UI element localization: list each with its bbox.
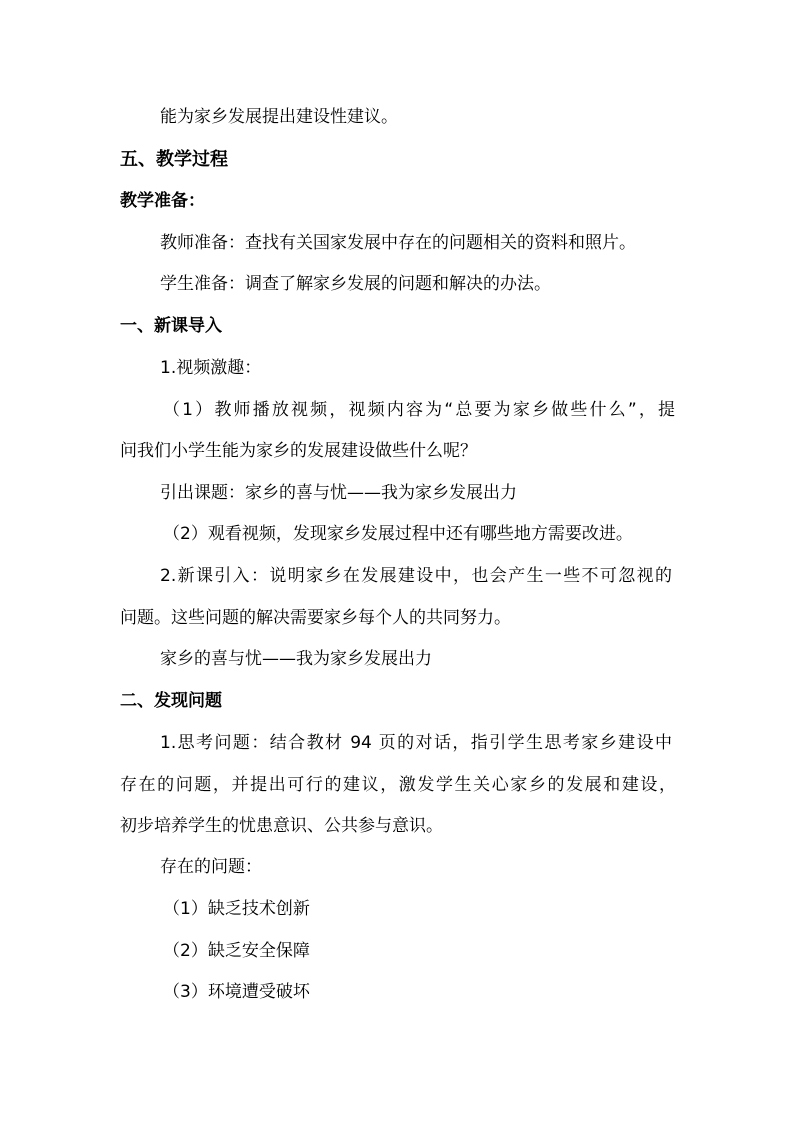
section-heading-two: 二、发现问题	[120, 691, 222, 711]
video-step-2-line: （2）观看视频，发现家乡发展过程中还有哪些地方需要改进。	[163, 524, 633, 544]
subheading-teaching-prep: 教学准备：	[120, 191, 205, 211]
video-step-1-line-2: 问我们小学生能为家乡的发展建设做些什么呢？	[120, 441, 477, 461]
new-lesson-line-2: 问题。这些问题的解决需要家乡每个人的共同努力。	[120, 608, 511, 628]
section-heading-one: 一、新课导入	[120, 316, 222, 336]
think-line-1: 1.思考问题：结合教材 94 页的对话，指引学生思考家乡建设中	[160, 733, 672, 753]
problems-title: 存在的问题：	[160, 857, 262, 877]
problem-item-2: （2）缺乏安全保障	[163, 941, 310, 961]
topic-repeat-line: 家乡的喜与忧——我为家乡发展出力	[160, 649, 432, 669]
video-step-1-line-1: （1）教师播放视频，视频内容为“总要为家乡做些什么”，提	[163, 400, 675, 420]
problem-item-3: （3）环境遭受破坏	[163, 982, 310, 1002]
topic-intro-line: 引出课题：家乡的喜与忧——我为家乡发展出力	[160, 483, 517, 503]
teacher-prep-line: 教师准备：查找有关国家发展中存在的问题相关的资料和照片。	[160, 233, 636, 253]
think-line-3: 初步培养学生的忧患意识、公共参与意识。	[120, 816, 443, 836]
video-intro-title: 1.视频激趣：	[160, 358, 262, 378]
think-line-2: 存在的问题，并提出可行的建议，激发学生关心家乡的发展和建设，	[120, 775, 676, 795]
problem-item-1: （1）缺乏技术创新	[163, 899, 310, 919]
paragraph-line: 能为家乡发展提出建设性建议。	[160, 107, 398, 127]
section-heading-five: 五、教学过程	[120, 149, 228, 170]
student-prep-line: 学生准备：调查了解家乡发展的问题和解决的办法。	[160, 274, 551, 294]
new-lesson-line-1: 2.新课引入：说明家乡在发展建设中，也会产生一些不可忽视的	[160, 566, 672, 586]
